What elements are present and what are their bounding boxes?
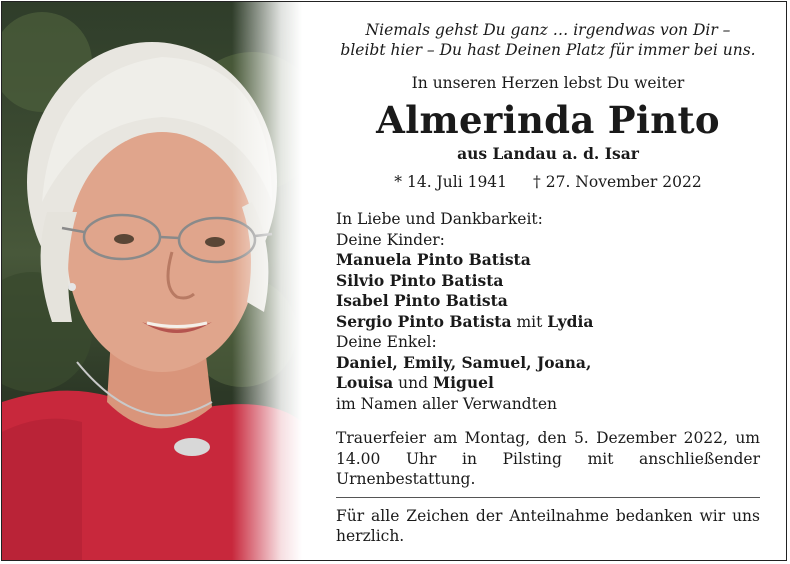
birth-date: * 14. Juli 1941	[394, 173, 508, 191]
relatives-line: im Namen aller Verwandten	[336, 394, 557, 413]
intro-line: In unseren Herzen lebst Du weiter	[411, 74, 685, 92]
grandchild-name: Miguel	[432, 373, 494, 392]
grandchildren-line-2	[336, 373, 760, 394]
joiner-text: und	[398, 374, 428, 392]
child-name-text: Silvio Pinto Batista	[336, 270, 504, 290]
family-list	[336, 209, 760, 414]
child-name	[336, 250, 760, 271]
gratitude-line: In Liebe und Dankbarkeit:	[336, 210, 543, 228]
child-name	[336, 291, 760, 312]
thanks-note: Für alle Zeichen der Anteilnahme bedanken wir uns herzlich.	[336, 506, 760, 545]
life-dates	[336, 173, 760, 191]
death-date: † 27. November 2022	[533, 173, 702, 191]
child-name-text: Isabel Pinto Batista	[336, 291, 508, 310]
child-name-text: Manuela Pinto Batista	[336, 250, 531, 269]
origin-line: aus Landau a. d. Isar	[457, 144, 639, 163]
grandchild-name: Louisa	[336, 373, 394, 392]
grandchildren-line-1	[336, 353, 760, 374]
obituary-card	[1, 1, 787, 561]
partner-name: Lydia	[547, 311, 594, 331]
deceased-name: Almerinda Pinto	[376, 98, 720, 142]
grandchildren-names: Daniel, Emily, Samuel, Joana,	[336, 352, 592, 372]
motto-line-1: Niemals gehst Du ganz … irgendwas von Dir –	[365, 21, 731, 39]
funeral-notice: Trauerfeier am Montag, den 5. Dezember 2022, um 14.00 Uhr in Pilsting mit anschließender Urnenbestattung.	[336, 429, 760, 488]
portrait-photo	[2, 2, 302, 561]
child-with-partner	[336, 312, 760, 333]
joiner-text: mit	[516, 312, 543, 331]
text-column	[336, 20, 760, 547]
photo-fade-overlay	[232, 2, 302, 561]
child-name	[336, 271, 760, 292]
child-name-text: Sergio Pinto Batista	[336, 311, 512, 331]
motto	[336, 20, 760, 60]
divider	[336, 497, 760, 498]
grandchildren-label: Deine Enkel:	[336, 333, 437, 351]
children-label: Deine Kinder:	[336, 230, 445, 249]
motto-line-2: bleibt hier – Du hast Deinen Platz für immer bei uns.	[340, 41, 756, 59]
